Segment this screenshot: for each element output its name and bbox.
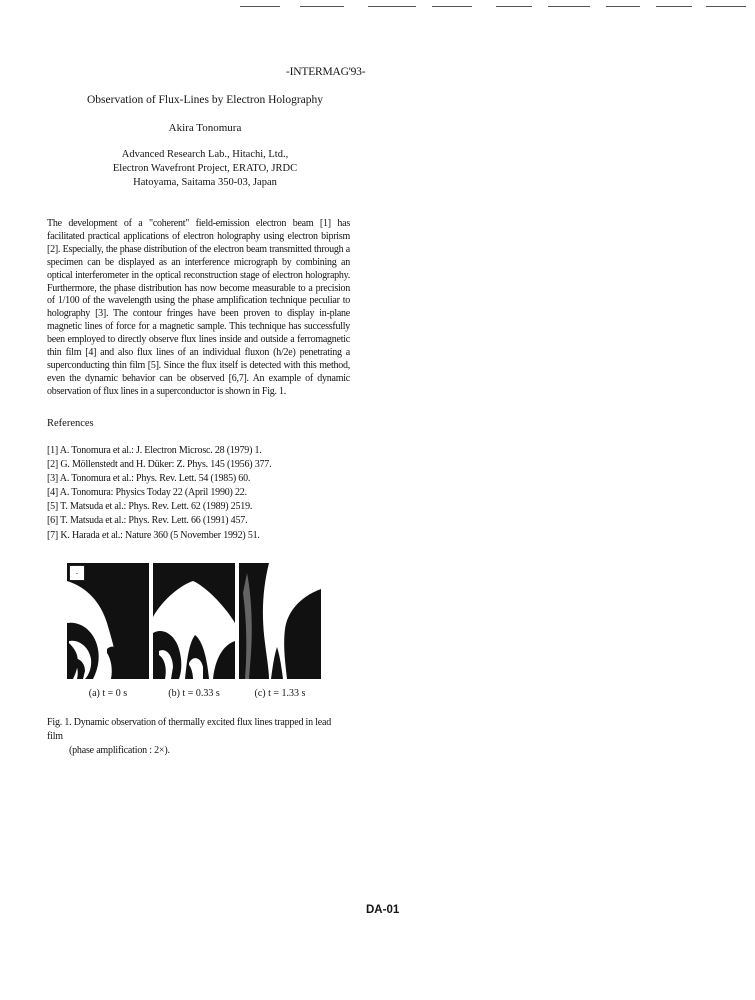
affiliation: [60, 148, 350, 190]
caption-line: (phase amplification : 2×).: [69, 745, 170, 756]
caption-line: Fig. 1. Dynamic observation of thermally excited flux lines trapped in lead film: [47, 717, 332, 742]
scan-artifact: [496, 6, 532, 7]
flux-line-figure: [67, 563, 321, 679]
figure-panel-b-image: [153, 563, 235, 679]
figure-panel-c-image: [239, 563, 321, 679]
conference-header: -INTERMAG'93-: [286, 66, 366, 78]
panel-label-b: (b) t = 0.33 s: [168, 688, 220, 699]
affiliation-line: Advanced Research Lab., Hitachi, Ltd.,: [121, 149, 289, 160]
scan-artifact: [548, 6, 590, 7]
panel-label-a: (a) t = 0 s: [88, 688, 128, 699]
author-name: Akira Tonomura: [168, 122, 242, 134]
reference-item: [2] G. Möllenstedt and H. Düker: Z. Phys. 145 (1956) 377.: [47, 459, 272, 471]
scan-artifact: [432, 6, 472, 7]
panel-label-c: (c) t = 1.33 s: [254, 688, 306, 699]
affiliation-line: Electron Wavefront Project, ERATO, JRDC: [112, 163, 298, 174]
reference-item: [3] A. Tonomura et al.: Phys. Rev. Lett. 54 (1985) 60.: [47, 473, 251, 485]
page-number: DA-01: [366, 904, 400, 916]
reference-item: [7] K. Harada et al.: Nature 360 (5 November 1992) 51.: [47, 529, 260, 541]
figure-panel-a-image: [67, 563, 149, 679]
scan-artifact: [368, 6, 416, 7]
reference-item: [5] T. Matsuda et al.: Phys. Rev. Lett. 62 (1989) 2519.: [47, 501, 253, 513]
reference-item: [6] T. Matsuda et al.: Phys. Rev. Lett. 66 (1991) 457.: [47, 515, 248, 527]
scan-artifact: [300, 6, 344, 7]
scan-artifact: [606, 6, 640, 7]
scan-artifact: [240, 6, 280, 7]
reference-item: [1] A. Tonomura et al.: J. Electron Microsc. 28 (1979) 1.: [47, 445, 262, 456]
scan-artifact: [706, 6, 746, 7]
panel-marker: ·: [69, 565, 85, 581]
paper-title: Observation of Flux-Lines by Electron Holography: [86, 94, 324, 106]
reference-item: [4] A. Tonomura: Physics Today 22 (April 1990) 22.: [47, 487, 247, 499]
affiliation-line: Hatoyama, Saitama 350-03, Japan: [133, 177, 277, 188]
references-heading: References: [47, 418, 94, 429]
body-paragraph: The development of a "coherent" field-emission electron beam [1] has facilitated practical applications of electron holography using electron biprism [2]. Especially, the phase distribution of the electron beam transmitted through a specimen can be displayed as an interference micrograph by combining an optical interferometer in the optical reconstruction stage of electron holography. Furthermore, the phase distribution has now become measurable to a precision of 1/100 of the wavelength using the phase amplification technique peculiar to holography [3]. The contour fringes have been proven to display in-plane magnetic lines of force for a magnetic sample. This technique has successfully been employed to directly observe flux lines inside and outside a ferromagnetic thin film [4] and also flux lines of an individual fluxon (h/2e) penetrating a superconducting thin film [5]. Since the flux itself is detected with this method, even the dynamic behavior can be observed [6,7]. An example of dynamic observation of flux lines in a superconductor is shown in Fig. 1.: [47, 218, 350, 397]
scan-artifact: [656, 6, 692, 7]
reference-list: [47, 444, 350, 543]
figure-caption: [47, 716, 347, 758]
